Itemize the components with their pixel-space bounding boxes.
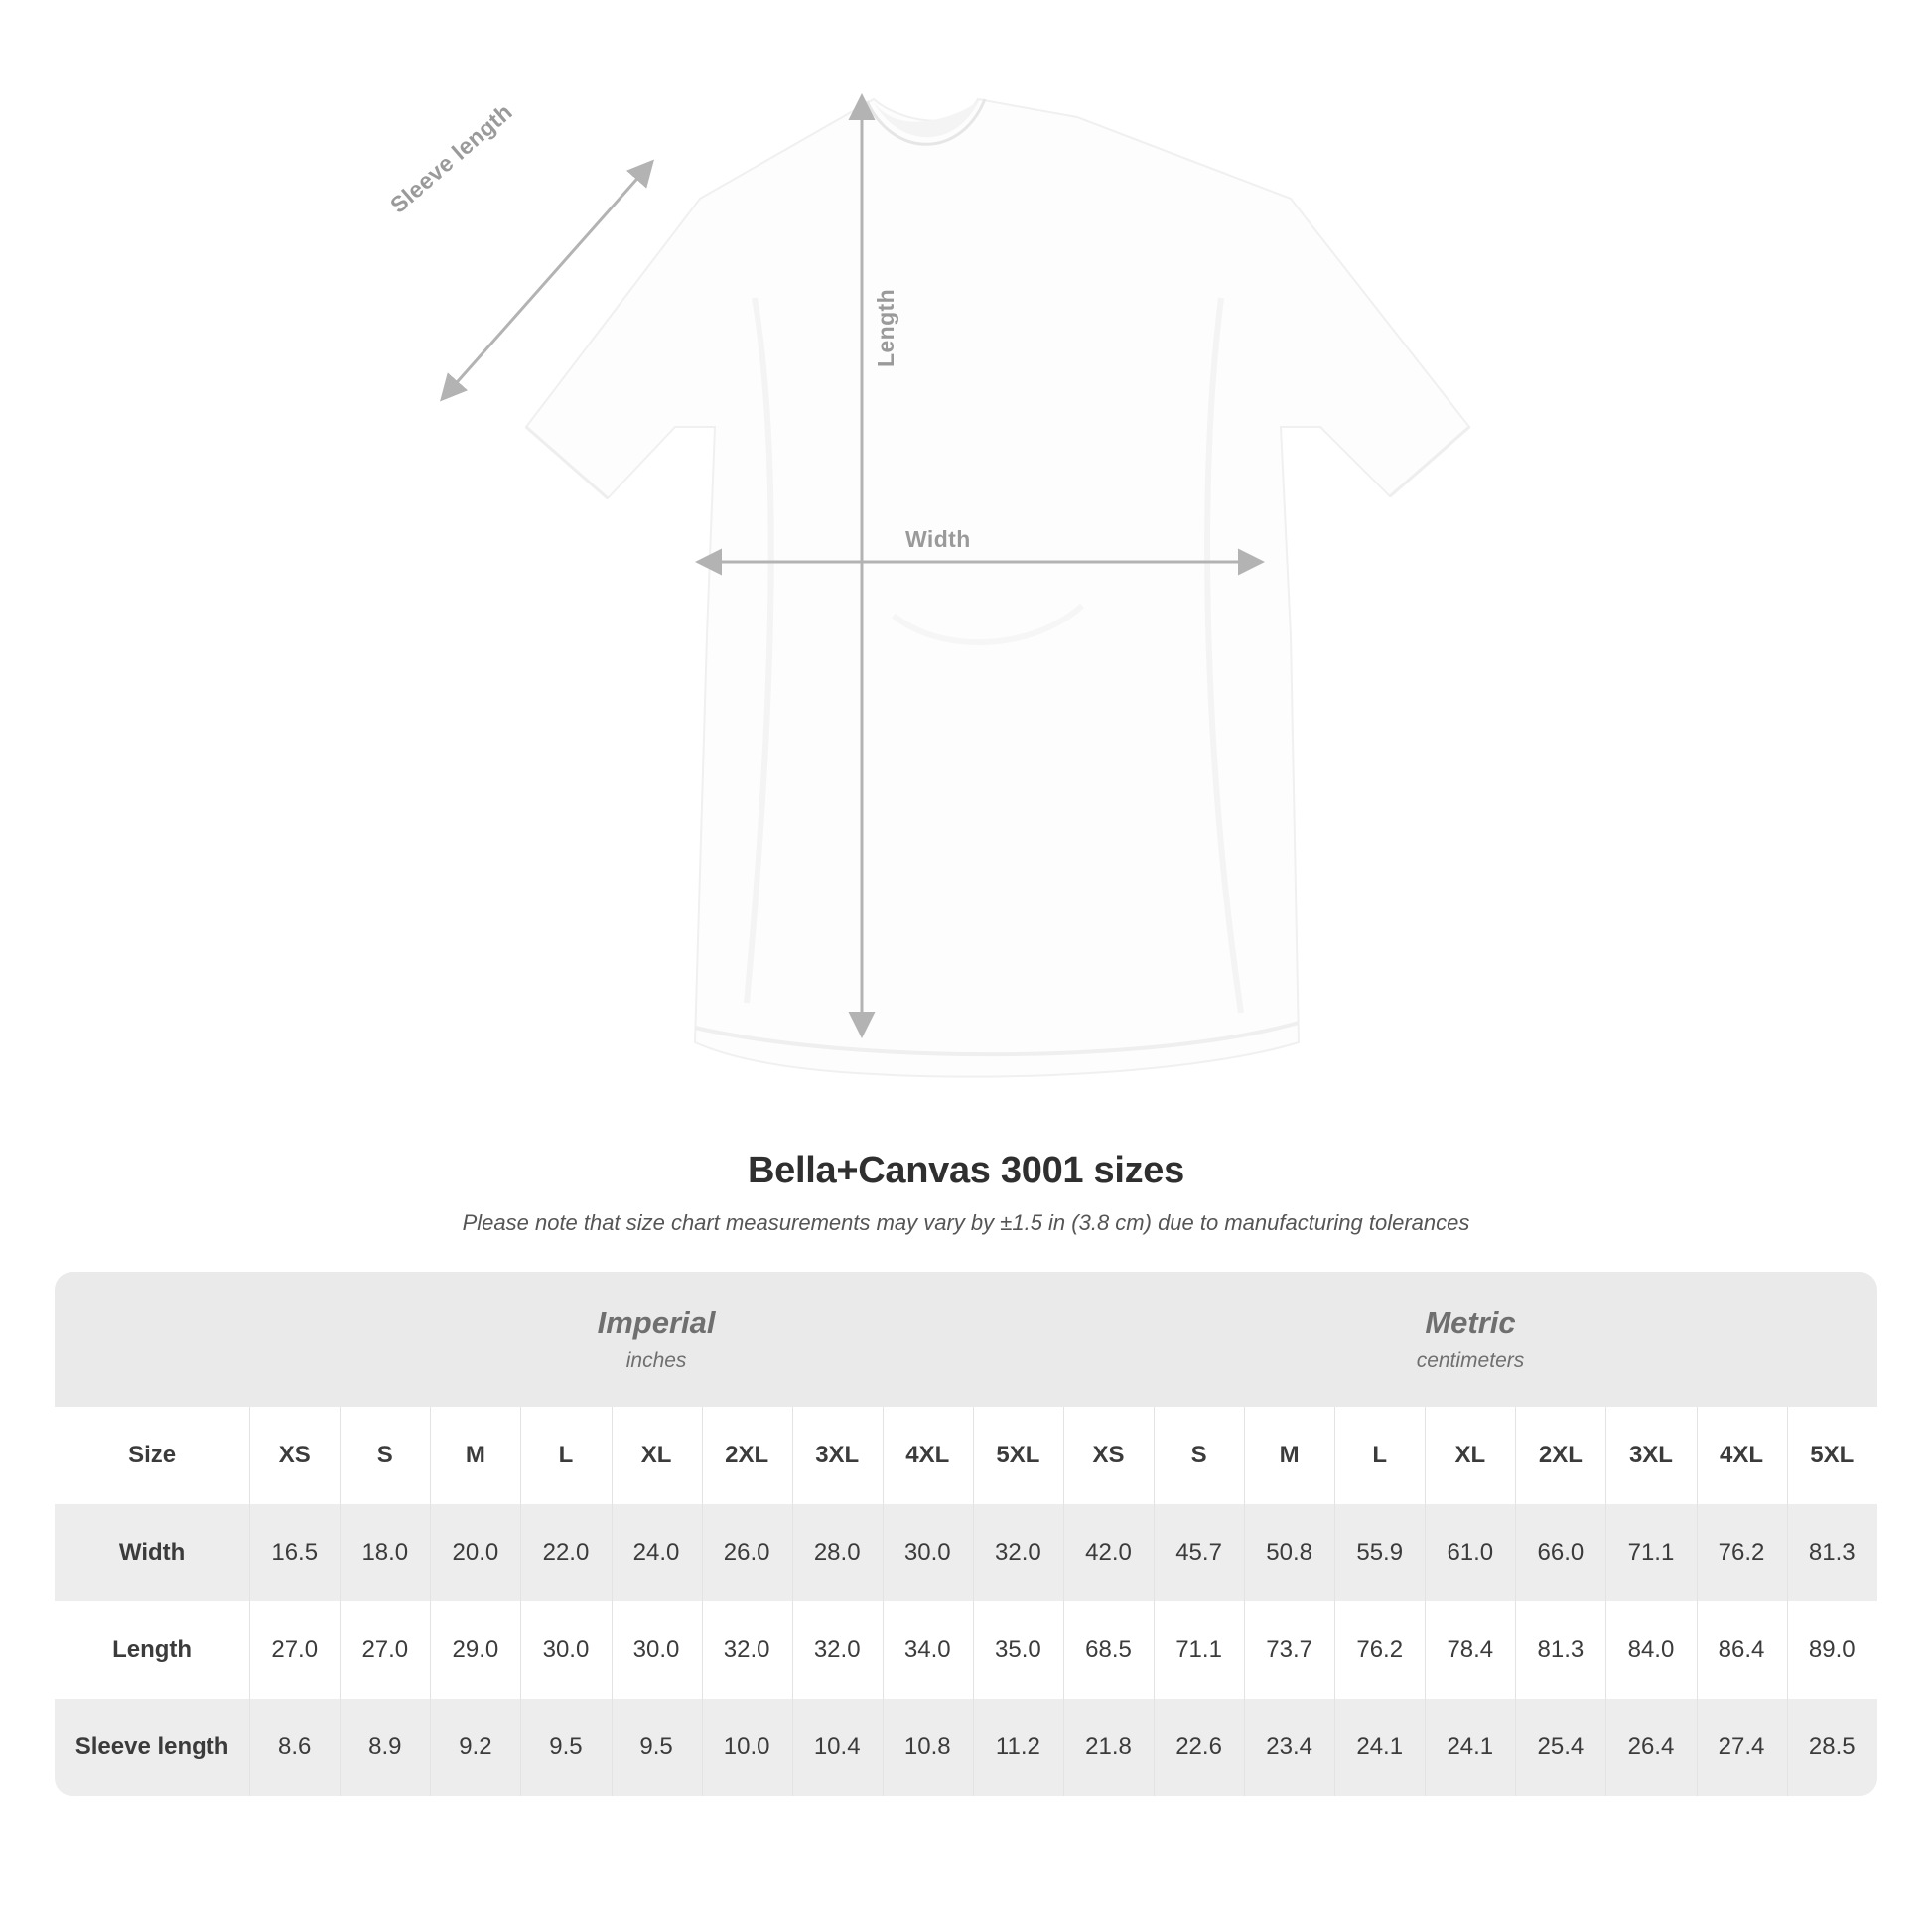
- length-imperial-3xl: 32.0: [792, 1601, 883, 1699]
- length-imperial-xl: 30.0: [612, 1601, 702, 1699]
- width-imperial-xl: 24.0: [612, 1504, 702, 1601]
- unit-metric-sub: centimeters: [1416, 1349, 1525, 1372]
- width-metric-4xl: 76.2: [1697, 1504, 1787, 1601]
- size-header-imperial-5xl: 5XL: [973, 1407, 1063, 1504]
- size-chart-heading: [0, 1150, 1932, 1236]
- length-metric-s: 71.1: [1154, 1601, 1244, 1699]
- size-header-metric-3xl: 3XL: [1605, 1407, 1696, 1504]
- length-dimension-label: Length: [873, 288, 898, 367]
- size-header-imperial-l: L: [520, 1407, 611, 1504]
- length-metric-m: 73.7: [1244, 1601, 1334, 1699]
- sleeve-metric-xs: 21.8: [1063, 1699, 1154, 1796]
- width-metric-m: 50.8: [1244, 1504, 1334, 1601]
- sleeve-imperial-xl: 9.5: [612, 1699, 702, 1796]
- sleeve-imperial-4xl: 10.8: [883, 1699, 973, 1796]
- width-imperial-2xl: 26.0: [702, 1504, 792, 1601]
- size-header-metric-xs: XS: [1063, 1407, 1154, 1504]
- length-metric-l: 76.2: [1334, 1601, 1425, 1699]
- width-metric-xl: 61.0: [1425, 1504, 1515, 1601]
- size-header-imperial-s: S: [340, 1407, 430, 1504]
- sleeve-metric-s: 22.6: [1154, 1699, 1244, 1796]
- size-header-imperial-xl: XL: [612, 1407, 702, 1504]
- length-imperial-l: 30.0: [520, 1601, 611, 1699]
- sleeve-imperial-s: 8.9: [340, 1699, 430, 1796]
- width-metric-3xl: 71.1: [1605, 1504, 1696, 1601]
- length-imperial-xs: 27.0: [249, 1601, 340, 1699]
- width-metric-s: 45.7: [1154, 1504, 1244, 1601]
- unit-imperial-name: Imperial: [597, 1306, 716, 1340]
- sleeve-metric-3xl: 26.4: [1605, 1699, 1696, 1796]
- sleeve-imperial-3xl: 10.4: [792, 1699, 883, 1796]
- sleeve-metric-4xl: 27.4: [1697, 1699, 1787, 1796]
- size-header-metric-4xl: 4XL: [1697, 1407, 1787, 1504]
- size-header-imperial-m: M: [430, 1407, 520, 1504]
- table-row: [55, 1601, 1877, 1699]
- width-imperial-s: 18.0: [340, 1504, 430, 1601]
- size-header-imperial-4xl: 4XL: [883, 1407, 973, 1504]
- length-metric-xs: 68.5: [1063, 1601, 1154, 1699]
- size-header-imperial-2xl: 2XL: [702, 1407, 792, 1504]
- size-header-metric-5xl: 5XL: [1787, 1407, 1877, 1504]
- length-imperial-s: 27.0: [340, 1601, 430, 1699]
- width-imperial-l: 22.0: [520, 1504, 611, 1601]
- size-header-imperial-xs: XS: [249, 1407, 340, 1504]
- size-header-metric-xl: XL: [1425, 1407, 1515, 1504]
- length-imperial-m: 29.0: [430, 1601, 520, 1699]
- unit-banner-metric: [1063, 1272, 1877, 1407]
- unit-banner-imperial: [249, 1272, 1063, 1407]
- page-title: Bella+Canvas 3001 sizes: [748, 1150, 1184, 1191]
- tolerance-note: Please note that size chart measurements may vary by ±1.5 in (3.8 cm) due to manufacturing tolerances: [462, 1210, 1470, 1235]
- size-header-label: Size: [55, 1407, 249, 1504]
- sleeve-imperial-xs: 8.6: [249, 1699, 340, 1796]
- table-row: [55, 1699, 1877, 1796]
- length-metric-5xl: 89.0: [1787, 1601, 1877, 1699]
- row-label-length: Length: [55, 1601, 249, 1699]
- sleeve-metric-m: 23.4: [1244, 1699, 1334, 1796]
- size-header-metric-l: L: [1334, 1407, 1425, 1504]
- table-row: [55, 1504, 1877, 1601]
- length-imperial-5xl: 35.0: [973, 1601, 1063, 1699]
- sleeve-metric-xl: 24.1: [1425, 1699, 1515, 1796]
- width-imperial-m: 20.0: [430, 1504, 520, 1601]
- length-imperial-4xl: 34.0: [883, 1601, 973, 1699]
- width-imperial-4xl: 30.0: [883, 1504, 973, 1601]
- length-metric-3xl: 84.0: [1605, 1601, 1696, 1699]
- width-dimension-label: Width: [905, 526, 971, 552]
- unit-banner-row: [55, 1272, 1877, 1407]
- unit-banner-corner: [55, 1272, 249, 1407]
- size-chart-table: [55, 1272, 1877, 1796]
- length-imperial-2xl: 32.0: [702, 1601, 792, 1699]
- length-metric-2xl: 81.3: [1515, 1601, 1605, 1699]
- sleeve-metric-2xl: 25.4: [1515, 1699, 1605, 1796]
- width-metric-l: 55.9: [1334, 1504, 1425, 1601]
- sleeve-metric-5xl: 28.5: [1787, 1699, 1877, 1796]
- sleeve-imperial-2xl: 10.0: [702, 1699, 792, 1796]
- width-imperial-xs: 16.5: [249, 1504, 340, 1601]
- width-metric-xs: 42.0: [1063, 1504, 1154, 1601]
- length-metric-xl: 78.4: [1425, 1601, 1515, 1699]
- unit-imperial-sub: inches: [625, 1349, 687, 1372]
- row-label-width: Width: [55, 1504, 249, 1601]
- size-table-container: [55, 1272, 1877, 1796]
- sleeve-imperial-m: 9.2: [430, 1699, 520, 1796]
- length-metric-4xl: 86.4: [1697, 1601, 1787, 1699]
- unit-metric-name: Metric: [1425, 1306, 1516, 1340]
- row-label-sleeve-length: Sleeve length: [55, 1699, 249, 1796]
- width-imperial-5xl: 32.0: [973, 1504, 1063, 1601]
- size-header-metric-2xl: 2XL: [1515, 1407, 1605, 1504]
- size-header-imperial-3xl: 3XL: [792, 1407, 883, 1504]
- width-imperial-3xl: 28.0: [792, 1504, 883, 1601]
- size-header-metric-s: S: [1154, 1407, 1244, 1504]
- width-metric-2xl: 66.0: [1515, 1504, 1605, 1601]
- sleeve-length-dimension-label: Sleeve length: [385, 98, 517, 218]
- sleeve-imperial-l: 9.5: [520, 1699, 611, 1796]
- sleeve-metric-l: 24.1: [1334, 1699, 1425, 1796]
- width-metric-5xl: 81.3: [1787, 1504, 1877, 1601]
- size-header-metric-m: M: [1244, 1407, 1334, 1504]
- size-header-row: [55, 1407, 1877, 1504]
- sleeve-imperial-5xl: 11.2: [973, 1699, 1063, 1796]
